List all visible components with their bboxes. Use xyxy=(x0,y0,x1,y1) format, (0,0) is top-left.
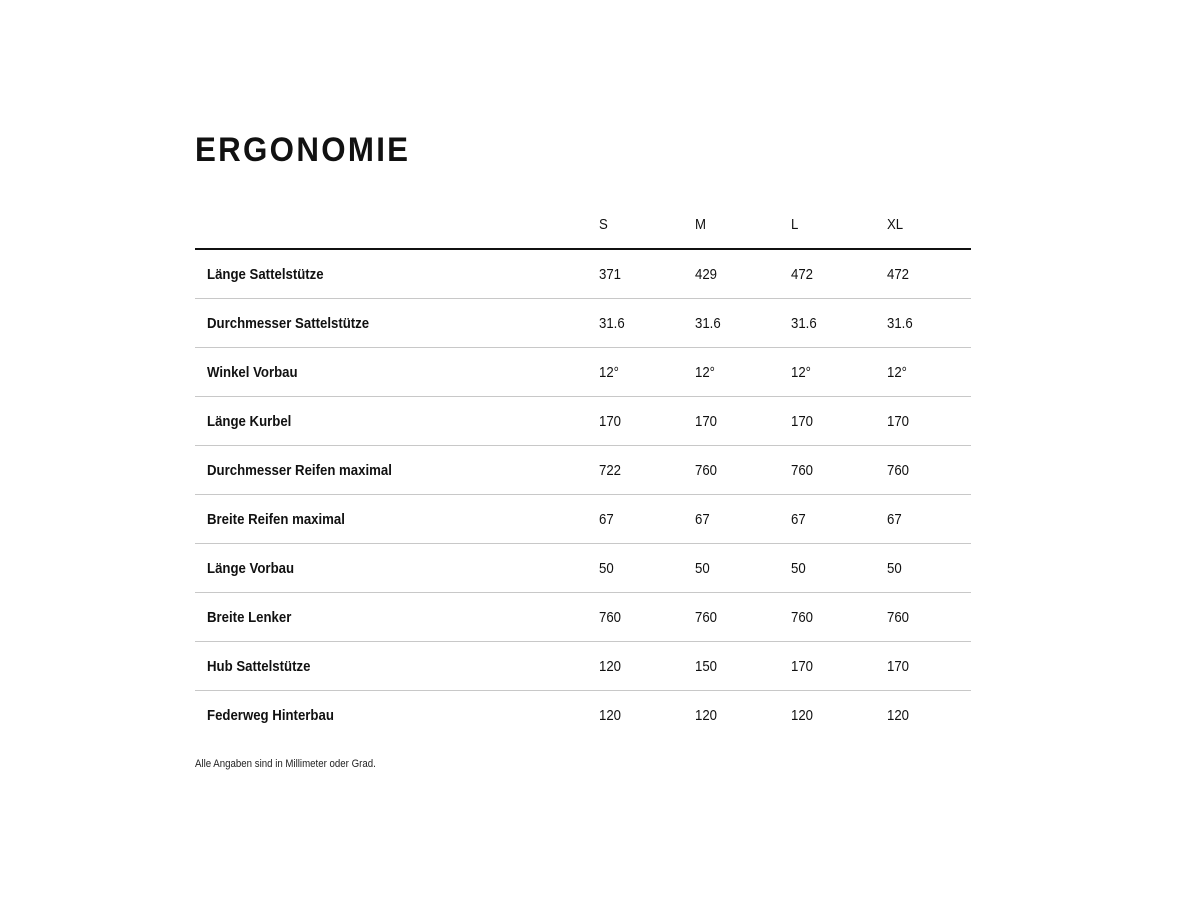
cell-value: 722 xyxy=(598,446,695,495)
footnote: Alle Angaben sind in Millimeter oder Grad. xyxy=(195,758,376,770)
cell-value: 12° xyxy=(791,348,887,397)
cell-value: 429 xyxy=(695,249,791,299)
cell-value: 31.6 xyxy=(695,299,791,348)
cell-value: 67 xyxy=(598,495,695,544)
table-row xyxy=(195,642,971,691)
row-label: Hub Sattelstütze xyxy=(195,642,598,691)
cell-value: 120 xyxy=(598,642,695,691)
cell-value: 67 xyxy=(695,495,791,544)
header-empty xyxy=(195,200,598,249)
cell-value: 12° xyxy=(598,348,695,397)
row-label: Länge Vorbau xyxy=(195,544,598,593)
header-size-xl: XL xyxy=(887,200,971,249)
cell-value: 760 xyxy=(791,593,887,642)
cell-value: 12° xyxy=(887,348,971,397)
row-label: Durchmesser Sattelstütze xyxy=(195,299,598,348)
header-size-l: L xyxy=(791,200,887,249)
cell-value: 170 xyxy=(791,642,887,691)
cell-value: 67 xyxy=(887,495,971,544)
cell-value: 760 xyxy=(695,446,791,495)
cell-value: 120 xyxy=(887,706,910,724)
row-label: Breite Reifen maximal xyxy=(195,495,598,544)
cell-value: 120 xyxy=(599,706,622,724)
cell-value: 170 xyxy=(791,397,887,446)
cell-value: 31.6 xyxy=(791,299,887,348)
cell-value: 472 xyxy=(791,249,887,299)
cell-value: 120 xyxy=(695,706,718,724)
cell-value: 170 xyxy=(887,397,971,446)
header-size-m: M xyxy=(695,200,791,249)
geometry-table xyxy=(195,200,971,739)
cell-value: 760 xyxy=(791,446,887,495)
table-header-row xyxy=(195,200,971,249)
cell-value: 760 xyxy=(887,446,971,495)
row-label: Breite Lenker xyxy=(195,593,598,642)
table-row xyxy=(195,446,971,495)
row-label: Winkel Vorbau xyxy=(195,348,598,397)
table-row xyxy=(195,544,971,593)
row-label: Durchmesser Reifen maximal xyxy=(195,446,598,495)
row-label: Länge Kurbel xyxy=(195,397,598,446)
table-row xyxy=(195,249,971,299)
cell-value: 31.6 xyxy=(598,299,695,348)
header-size-s: S xyxy=(598,200,695,249)
cell-value: 170 xyxy=(695,397,791,446)
cell-value: 31.6 xyxy=(887,299,971,348)
cell-value: 50 xyxy=(887,544,971,593)
table-row xyxy=(195,397,971,446)
row-label: Federweg Hinterbau xyxy=(207,706,334,724)
table-row xyxy=(195,299,971,348)
table-row xyxy=(195,691,971,740)
cell-value: 371 xyxy=(598,249,695,299)
section-title: ERGONOMIE xyxy=(195,131,411,169)
cell-value: 170 xyxy=(598,397,695,446)
table-row xyxy=(195,495,971,544)
cell-value: 67 xyxy=(791,495,887,544)
cell-value: 50 xyxy=(695,544,791,593)
table-row xyxy=(195,348,971,397)
cell-value: 760 xyxy=(695,593,791,642)
cell-value: 12° xyxy=(695,348,791,397)
table-row xyxy=(195,593,971,642)
cell-value: 760 xyxy=(887,593,971,642)
cell-value: 120 xyxy=(791,706,814,724)
cell-value: 170 xyxy=(887,642,971,691)
cell-value: 150 xyxy=(695,642,791,691)
row-label: Länge Sattelstütze xyxy=(195,249,598,299)
cell-value: 760 xyxy=(598,593,695,642)
cell-value: 50 xyxy=(791,544,887,593)
cell-value: 472 xyxy=(887,249,971,299)
cell-value: 50 xyxy=(598,544,695,593)
